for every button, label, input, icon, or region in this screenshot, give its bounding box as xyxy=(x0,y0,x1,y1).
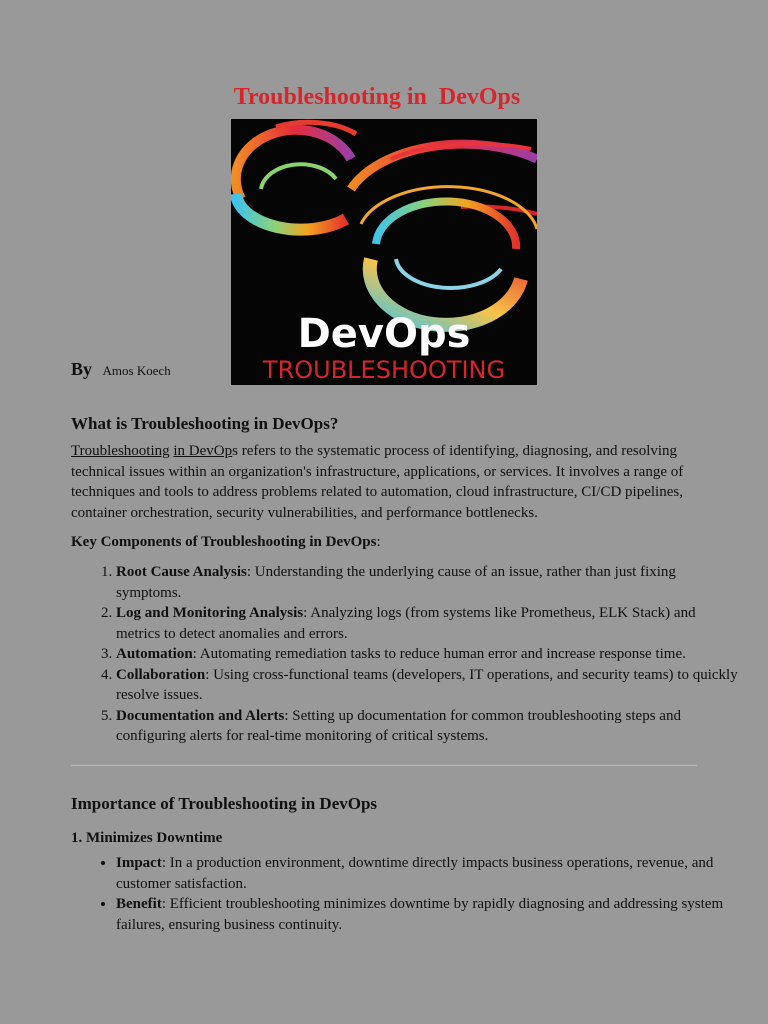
byline xyxy=(71,359,171,380)
list-item: 2. Log and Monitoring Analysis: Analyzing logs (from systems like Prometheus, ELK Stack) and metrics to detect anomalies and errors. xyxy=(116,603,742,644)
cover-image xyxy=(231,119,537,385)
components-list xyxy=(71,562,742,747)
devops-rings-icon xyxy=(231,119,537,385)
section1-intro xyxy=(71,441,697,523)
document-title: Troubleshooting in DevOps xyxy=(233,84,521,110)
components-label: Key Components of Troubleshooting in DevOps: xyxy=(71,534,381,550)
section-divider xyxy=(71,765,697,766)
list-item: 5. Documentation and Alerts: Setting up documentation for common troubleshooting steps and configuring alerts for real-time monitoring of critical systems. xyxy=(116,706,742,747)
list-item: • Benefit: Efficient troubleshooting minimizes downtime by rapidly diagnosing and addressing system failures, ensuring business continuity. xyxy=(116,894,742,935)
byline-by: By xyxy=(71,359,93,379)
section1-heading: What is Troubleshooting in DevOps? xyxy=(71,414,339,433)
byline-author: Amos Koech xyxy=(102,363,171,378)
components-label-bold: Key Components of Troubleshooting in DevOps xyxy=(71,534,377,550)
link-in-devops[interactable]: in DevOp xyxy=(173,443,233,459)
section2-heading: Importance of Troubleshooting in DevOps xyxy=(71,794,378,813)
cover-word-troubleshooting: TROUBLESHOOTING xyxy=(262,356,506,384)
list-item: 3. Automation: Automating remediation tasks to reduce human error and increase response time. xyxy=(116,644,742,665)
importance-bullets xyxy=(71,853,742,935)
list-item: • Impact: In a production environment, downtime directly impacts business operations, revenue, and customer satisfaction. xyxy=(116,853,742,894)
intro-text: s refers to the systematic process of identifying, diagnosing, and resolving technical issues within an organization's infrastructure, applications, or services. It involves a range of techniques and tools to address problems related to automation, cloud infrastructure, CI/CD pipelines, container orchestration, security vulnerabilities, and performance bottlenecks. xyxy=(71,443,684,521)
cover-word-devops: DevOps xyxy=(297,311,471,357)
list-item: 4. Collaboration: Using cross-functional teams (developers, IT operations, and security teams) to quickly resolve issues. xyxy=(116,665,742,706)
link-troubleshooting[interactable]: Troubleshooting xyxy=(71,443,170,459)
subsection-heading: 1. Minimizes Downtime xyxy=(71,830,223,846)
list-item: 1. Root Cause Analysis: Understanding the underlying cause of an issue, rather than just fixing symptoms. xyxy=(116,562,742,603)
